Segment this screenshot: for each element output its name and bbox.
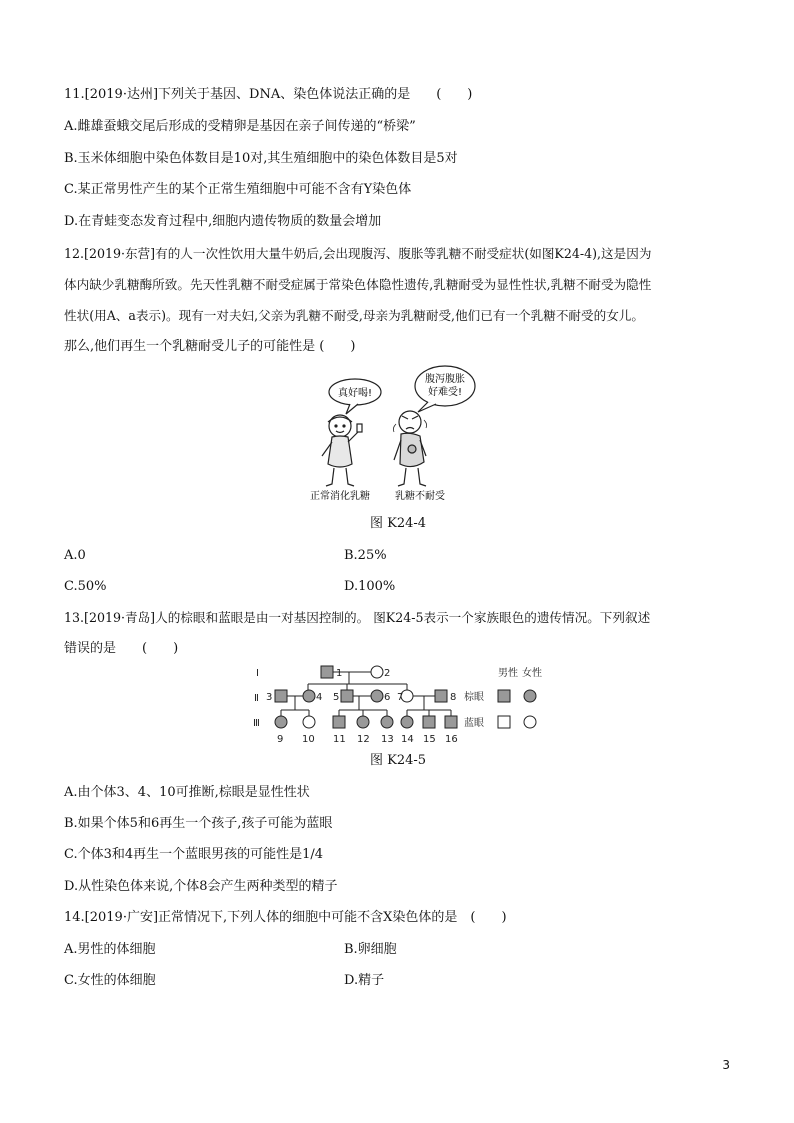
pedigree-individual-1 — [321, 666, 333, 678]
q14-stem: 14.[2019·广安]正常情况下,下列人体的细胞中可能不含X染色体的是 ( ) — [64, 910, 507, 925]
q14-option-d: D.精子 — [344, 973, 385, 988]
bubble-right-text-2: 好难受! — [427, 387, 463, 398]
q12-option-c: C.50% — [64, 579, 107, 594]
id-label-5: 5 — [333, 692, 340, 703]
q11-option-a: A.雌雄蚕蛾交尾后形成的受精卵是基因在亲子间传递的“桥梁” — [64, 119, 416, 134]
id-label-10: 10 — [302, 734, 315, 745]
q12-stem-line3: 性状(用A、a表示)。现有一对夫妇,父亲为乳糖不耐受,母亲为乳糖耐受,他们已有一个乳糖不耐受的女儿。 — [64, 308, 644, 323]
q12-stem-line4: 那么,他们再生一个乳糖耐受儿子的可能性是 ( ) — [64, 339, 356, 354]
pedigree-individual-11 — [333, 716, 345, 728]
speech-bubble-left — [329, 379, 381, 414]
pedigree-individual-10 — [303, 716, 315, 728]
q12-option-a: A.0 — [64, 548, 86, 563]
pedigree-individual-13 — [381, 716, 393, 728]
q13-stem-line1: 13.[2019·青岛]人的棕眼和蓝眼是由一对基因控制的。 图K24-5表示一个家族眼色的遗传情况。下列叙述 — [64, 610, 651, 625]
legend-brown-label: 棕眼 — [464, 692, 484, 703]
q12-option-d: D.100% — [344, 579, 396, 594]
pedigree-individual-15 — [423, 716, 435, 728]
pedigree-individual-16 — [445, 716, 457, 728]
pedigree-legend — [464, 666, 542, 729]
q13-option-d: D.从性染色体来说,个体8会产生两种类型的精子 — [64, 879, 338, 894]
pedigree-individual-5 — [341, 690, 353, 702]
q14-option-c: C.女性的体细胞 — [64, 973, 156, 988]
pedigree-individual-3 — [275, 690, 287, 702]
generation-1-label: Ⅰ — [256, 668, 259, 679]
q11-option-c: C.某正常男性产生的某个正常生殖细胞中可能不含有Y染色体 — [64, 182, 412, 197]
q14-option-a: A.男性的体细胞 — [64, 942, 156, 957]
id-label-1: 1 — [336, 668, 343, 679]
q13-option-c: C.个体3和4再生一个蓝眼男孩的可能性是1/4 — [64, 847, 324, 862]
q12-stem-line1: 12.[2019·东营]有的人一次性饮用大量牛奶后,会出现腹泻、腹胀等乳糖不耐受症状(如图K24-4),这是因为 — [64, 246, 652, 261]
id-label-11: 11 — [333, 734, 346, 745]
label-normal-digestion: 正常消化乳糖 — [310, 491, 370, 502]
id-label-2: 2 — [384, 668, 391, 679]
figure-k24-4 — [300, 364, 500, 504]
bubble-left-text: 真好喝! — [337, 388, 373, 399]
pedigree-individual-8 — [435, 690, 447, 702]
bubble-right-text-1: 腹泻腹胀 — [425, 374, 465, 385]
id-label-15: 15 — [423, 734, 436, 745]
pedigree-individual-12 — [357, 716, 369, 728]
legend-male-label: 男性 — [498, 668, 518, 679]
q14-option-b: B.卵细胞 — [344, 942, 397, 957]
id-label-13: 13 — [381, 734, 394, 745]
id-label-16: 16 — [445, 734, 458, 745]
pedigree-individual-6 — [371, 690, 383, 702]
pedigree-individual-9 — [275, 716, 287, 728]
pedigree-individual-14 — [401, 716, 413, 728]
q11-option-b: B.玉米体细胞中染色体数目是10对,其生殖细胞中的染色体数目是5对 — [64, 151, 458, 166]
id-label-4: 4 — [316, 692, 323, 703]
id-label-8: 8 — [450, 692, 457, 703]
q11-option-d: D.在青蛙变态发育过程中,细胞内遗传物质的数量会增加 — [64, 214, 382, 229]
generation-2-label: Ⅱ — [254, 693, 259, 704]
happy-person-illustration — [322, 415, 362, 486]
id-label-7: 7 — [397, 692, 404, 703]
id-label-6: 6 — [384, 692, 391, 703]
figure-k24-5-caption: 图 K24-5 — [370, 753, 427, 768]
speech-bubble-right — [415, 366, 475, 412]
q12-option-b: B.25% — [344, 548, 387, 563]
pedigree-individual-2 — [371, 666, 383, 678]
id-label-9: 9 — [277, 734, 284, 745]
unhappy-person-illustration — [393, 411, 426, 486]
generation-3-label: Ⅲ — [253, 718, 260, 729]
figure-k24-5-pedigree — [250, 660, 550, 750]
id-label-12: 12 — [357, 734, 370, 745]
figure-k24-4-caption: 图 K24-4 — [370, 516, 427, 531]
q12-stem-line2: 体内缺少乳糖酶所致。先天性乳糖不耐受症属于常染色体隐性遗传,乳糖耐受为显性性状,乳糖不耐受为隐性 — [64, 277, 652, 292]
legend-blue-label: 蓝眼 — [464, 718, 484, 729]
pedigree-individual-4 — [303, 690, 315, 702]
id-label-14: 14 — [401, 734, 414, 745]
q13-stem-line2: 错误的是 ( ) — [64, 641, 179, 656]
q13-option-a: A.由个体3、4、10可推断,棕眼是显性性状 — [64, 785, 310, 800]
q13-option-b: B.如果个体5和6再生一个孩子,孩子可能为蓝眼 — [64, 816, 333, 831]
legend-female-label: 女性 — [522, 668, 542, 679]
id-label-3: 3 — [266, 692, 273, 703]
q11-stem: 11.[2019·达州]下列关于基因、DNA、染色体说法正确的是 ( ) — [64, 87, 473, 102]
label-lactose-intolerant: 乳糖不耐受 — [395, 491, 445, 502]
page-number: 3 — [722, 1058, 730, 1072]
